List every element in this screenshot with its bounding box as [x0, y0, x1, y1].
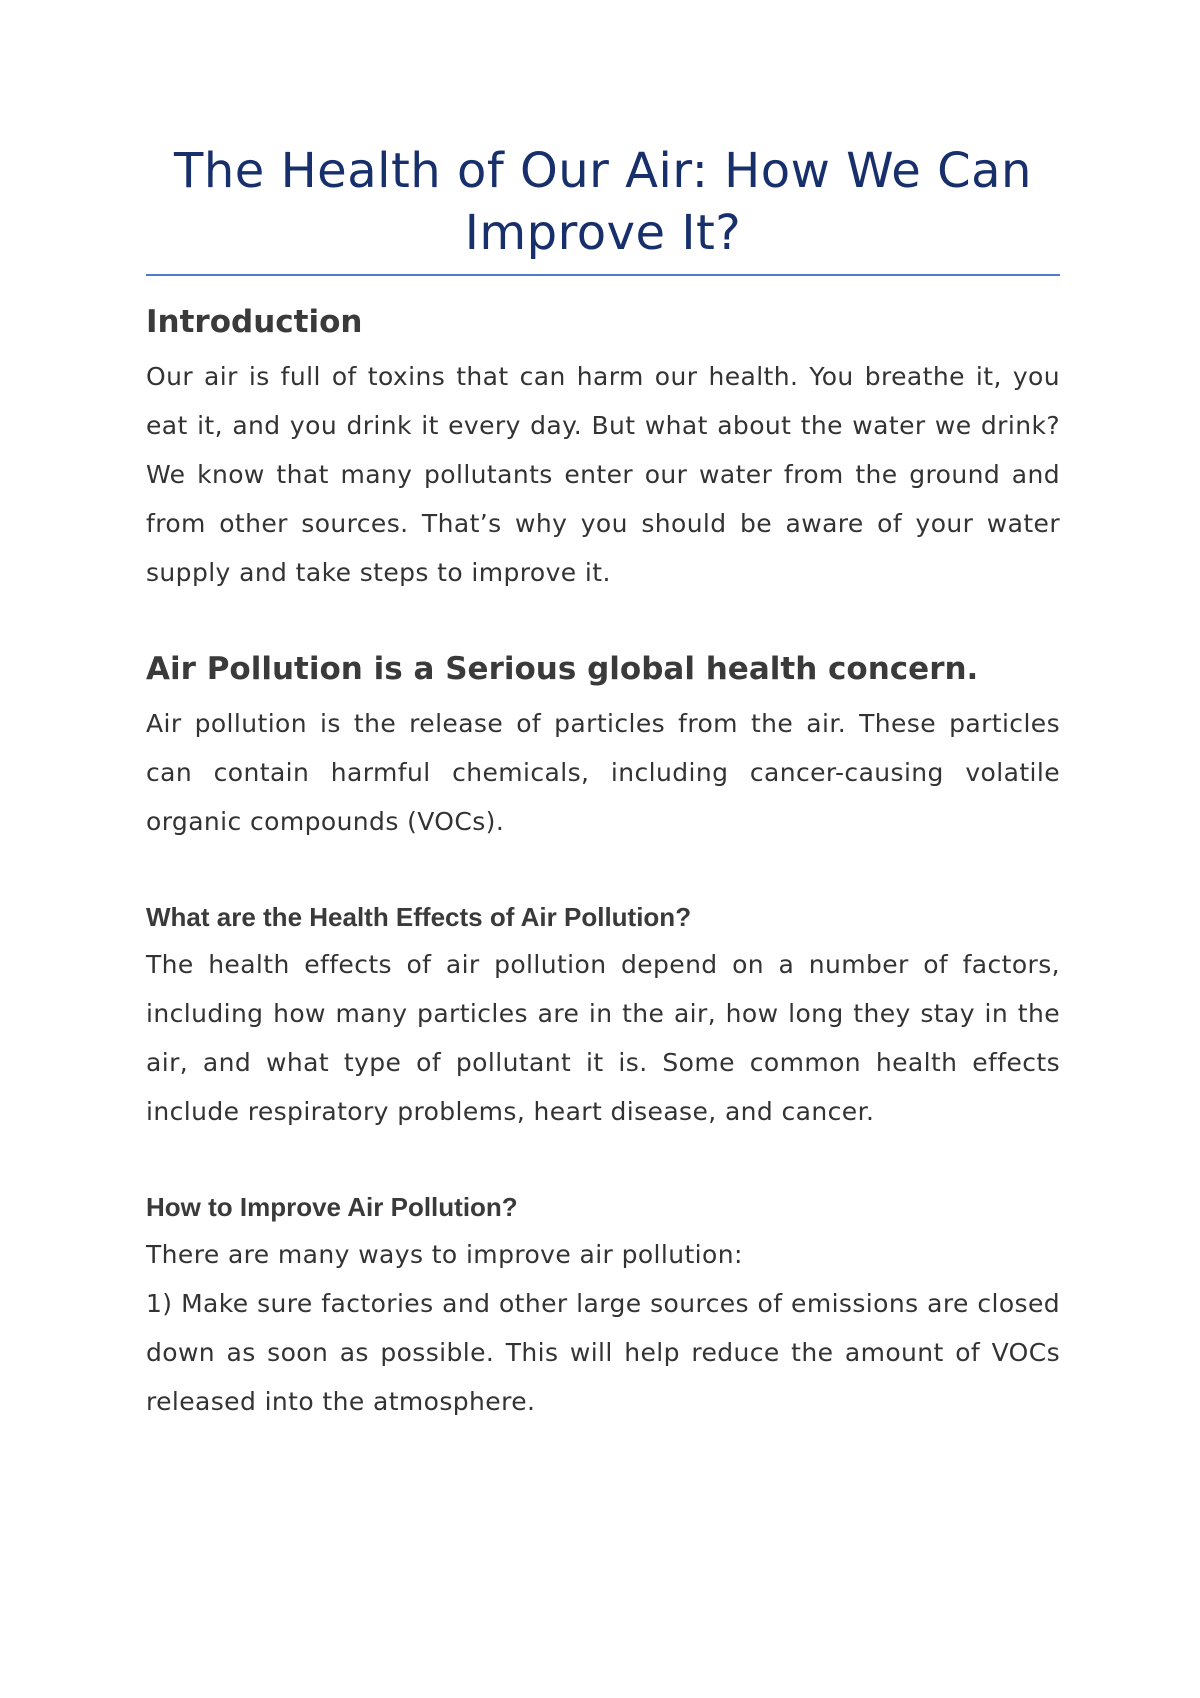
paragraph-improve-intro: There are many ways to improve air pollution:	[146, 1240, 743, 1269]
document-page	[146, 140, 1060, 1426]
document-title: The Health of Our Air: How We Can Improve It?	[174, 143, 1032, 261]
heading-introduction: Introduction	[146, 304, 363, 340]
heading-how-to-improve: How to Improve Air Pollution?	[146, 1192, 518, 1222]
title-divider	[146, 274, 1060, 276]
heading-air-pollution: Air Pollution is a Serious global health concern.	[146, 651, 979, 687]
paragraph-introduction: Our air is full of toxins that can harm our health. You breathe it, you eat it, and you drink it every day. But what about the water we drink? We know that many pollutants enter our water from the ground and from other sources. That’s why you should be aware of your water supply and take steps to improve it.	[146, 362, 1060, 587]
list-item-improve-1: 1) Make sure factories and other large sources of emissions are closed down as soon as possible. This will help reduce the amount of VOCs released into the atmosphere.	[146, 1289, 1060, 1416]
paragraph-health-effects: The health effects of air pollution depend on a number of factors, including how many particles are in the air, how long they stay in the air, and what type of pollutant it is. Some common health effects include respiratory problems, heart disease, and cancer.	[146, 950, 1060, 1126]
heading-health-effects: What are the Health Effects of Air Pollution?	[146, 902, 692, 932]
paragraph-air-pollution: Air pollution is the release of particles from the air. These particles can contain harmful chemicals, including cancer-causing volatile organic compounds (VOCs).	[146, 709, 1060, 836]
